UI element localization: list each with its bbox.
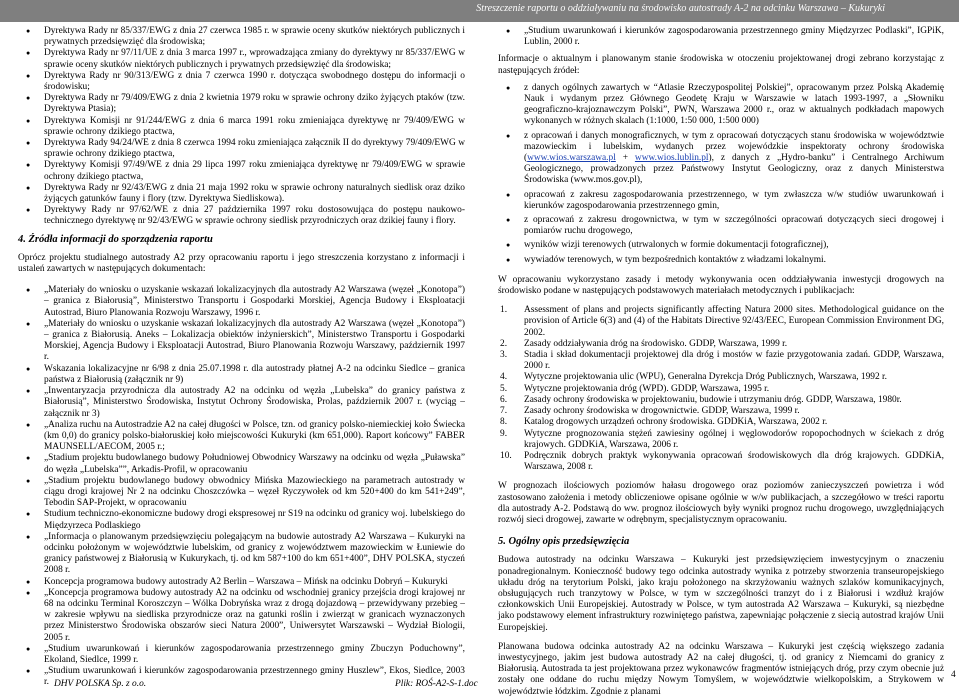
footer-company: DHV POLSKA Sp. z o.o. — [54, 679, 147, 689]
list-item: ● Dyrektywa Komisji nr 91/244/EWG z dnia 6 marca 1991 roku zmieniająca dyrektywę nr 79/409/EWG w sprawie ochrony dzikiego ptactwa, — [18, 116, 465, 138]
list-item: ● Koncepcja programowa budowy autostrady A2 Berlin – Warszawa – Mińsk na odcinku Dobryń – Kukuryki — [18, 577, 465, 588]
left-column — [18, 26, 465, 689]
list-item: ● Dyrektywa Rady 94/24/WE z dnia 8 czerwca 1994 roku zmieniająca załącznik II do dyrektywy 79/409/EWG w sprawie ochrony dzikiego ptactwa, — [18, 138, 465, 160]
list-item: 4. Wytyczne projektowania ulic (WPU), Generalna Dyrekcja Dróg Publicznych, Warszawa, 1992 r. — [500, 372, 887, 383]
section-5-paragraph-2: Planowana budowa odcinka autostrady A2 na odcinku Warszawa – Kukuryki jest częścią większego zadania inwestycyjnego, jakim jest budowa autostrady A2 na całej długości, tj. od granicy z Niemcami do granicy z Białorusią. Autostrada ta jest projektowana przez wykonawców fragmentów istniejących dróg, przy czym obecnie już zostały one oddane do ruchu między Nowym Tomyślem, w województwie wielkopolskim, a Strykowem w województwie łódzkim. Zgodnie z planami — [498, 641, 944, 697]
list-item: ● „Stadium projektu budowlanego budowy Południowej Obwodnicy Warszawy na odcinku od węzła „Puławska” do węzła „Lubelska””, Arkadis-Profil, w opracowaniu — [18, 453, 465, 475]
list-item: ● „Koncepcja programowa budowy autostrady A2 na odcinku od wschodniej granicy przejścia drogi krajowej nr 68 na odcinku Terminal Koroszczyn – Wólka Dobryńska wraz z drogą dojazdową – przewidywany przebieg – w zakresie wpływu na siedliska przyrodnicze oraz na gatunki roślin i zwierząt w granicach wyznaczonych przez Ministerstwo Środowiska obszarów sieci Natura 2000”, Uniwersytet Warszawski – Wydział Biologii, 2005 r. — [18, 588, 465, 644]
directives-list — [18, 26, 465, 228]
header-title: Streszczenie raportu o oddziaływaniu na środowisko autostrady A-2 na odcinku Warszawa – Kukuryki — [476, 3, 885, 14]
list-item: ● „Studium uwarunkowań i kierunków zagospodarowania przestrzennego gminy Zbuczyn Poduchowny”, Ekoland, Siedlce, 1999 r. — [18, 644, 465, 666]
list-item: ● z opracowań z zakresu drogownictwa, w tym w szczególności opracowań dotyczących sieci drogowej i pomiarów ruchu drogowego, — [498, 215, 944, 237]
list-item: 7. Zasady ochrony środowiska w drogownictwie. GDDP, Warszawa, 1999 r. — [500, 406, 800, 417]
source-text: ), z danych z „Hydro-banku” i Centralnego Archiwum Geologicznego, prowadzonych przez Państwowy Instytut Geologiczny, oraz z danych Ministerstwa Środowiska (www.mos.gov.pl), — [524, 153, 944, 186]
section-4-heading: 4. Źródła informacji do sporządzenia raportu — [18, 233, 213, 245]
forecast-paragraph: W prognozach ilościowych poziomów hałasu drogowego oraz poziomów zanieczyszczeń powietrza i wód zastosowano założenia i metody obliczeniowe opisane ogólnie w w/w publikacjach, a szczegółowo w treści raportu dla autostrady A-2. Podstawą do ww. prognoz ilościowych były wyniki prognoz ruchu drogowego, uwzględniających rozwój sieci drogowej, zawarte w odrębnym, specjalistycznym opracowaniu. — [498, 481, 944, 525]
list-item: ● „Studium uwarunkowań i kierunków zagospodarowania przestrzennego gminy Huszlew”, Ekos, Siedlce, 2003 r. — [18, 666, 465, 688]
list-item: 2. Zasady oddziaływania dróg na środowisko. GDDP, Warszawa, 1999 r. — [500, 338, 788, 349]
list-item: ● Dyrektywa Rady nr 79/409/EWG z dnia 2 kwietnia 1979 roku w sprawie ochrony dziko żyjących ptaków (tzw. Dyrektywa Ptasia); — [18, 93, 465, 115]
section-5-paragraph-1: Budowa autostrady na odcinku Warszawa – Kukuryki jest przedsięwzięciem inwestycyjnym o znaczeniu ponadregionalnym. Konieczność budowy tego odcinka autostrady wynika z potrzeby stworzenia transeuropejskiego układu dróg na terytorium Polski, jako kraju położonego na skrzyżowaniu ważnych szlaków komunikacyjnych, obsługujących ruch tranzytowy w Polsce, w tym w szczególności tranzyt do i z Białorusi i wzdłuż krajów członkowskich Unii Europejskiej. Autostrady w Polsce, w tym autostrada A2 Warszawa – Kukuryki, są niezbędne jako podstawowy element infrastruktury rozwiniętego państwa, zapewniając połączenie z siecią autostrad krajów Unii Europejskiej. — [498, 555, 944, 633]
list-item: ● „Materiały do wniosku o uzyskanie wskazań lokalizacyjnych dla autostrady A2 Warszawa (węzeł „Konotopa”) – granica z Białorusią. Aneks – Lokalizacja obiektów inżynierskich”, Ministerstwo Transportu i Gospodarki Morskiej, Agencja Budowy i Eksploatacji Autostrad, Biuro Planowania Rozwoju Warszawy, październik 1997 r. — [18, 319, 465, 364]
list-item — [498, 131, 944, 187]
methods-list — [498, 305, 944, 473]
wios-warszawa-link[interactable]: www.wios.warszawa.pl — [527, 153, 616, 164]
list-item: 1. Assessment of plans and projects significantly affecting Natura 2000 sites. Methodological guidance on the provision of Article 6(3) and (4) of the Habitats Directive 92/43/EEC, European Commission Environment DG, 2002. — [500, 305, 944, 338]
sources-documents-list — [18, 285, 465, 688]
list-item: ● Dyrektywa Rady nr 97/11/UE z dnia 3 marca 1997 r., wprowadzająca zmiany do dyrektywy nr 85/337/EWG w sprawie oceny skutków niektórych publicznych i prywatnych przedsięwzięć dla środowiska; — [18, 48, 465, 70]
list-item: 8. Katalog drogowych urządzeń ochrony środowiska. GDDKiA, Warszawa, 2002 r. — [500, 417, 828, 428]
list-item: ● Dyrektywa Rady nr 90/313/EWG z dnia 7 czerwca 1990 r. dotycząca swobodnego dostępu do informacji o środowisku; — [18, 71, 465, 93]
source-text: z opracowań i danych monograficznych, w tym z opracowań dotyczących stanu środowiska w województwie mazowieckim i lubelskim, wydanych przez wojewódzkie inspektoraty ochrony środowiska ( — [524, 130, 944, 164]
info-sources-list — [498, 83, 944, 266]
list-item: ● z danych ogólnych zawartych w “Atlasie Rzeczypospolitej Polskiej”, opracowanym przez Polską Akademię Nauk i wydanym przez Głównego Geodetę Kraju w Warszawie w latach 1993-1997, a „Słowniku geograficzno-krajoznawczym Polski”, PWN, Warszawa 2000 r., oraz w aktualnych podkładach mapowych wykonanych w różnych skalach (1:1000, 1:50 000, 1:500 000) — [498, 83, 944, 128]
list-item: ● „Materiały do wniosku o uzyskanie wskazań lokalizacyjnych dla autostrady A2 Warszawa (węzeł „Konotopa”) – granica z Białorusią”, Ministerstwo Transportu i Gospodarki Morskiej, Agencja Budowy i Eksploatacji Autostrad, Biuro Planowania Rozwoju Warszawy, 1996 r. — [18, 285, 465, 319]
list-item: 3. Stadia i skład dokumentacji projektowej dla dróg i mostów w fazie przygotowania zadań. GDDP, Warszawa, 2000 r. — [500, 350, 944, 372]
page-header-bar — [0, 0, 959, 22]
list-item: ● „Stadium projektu budowlanego budowy obwodnicy Mińska Mazowieckiego na parametrach autostrady w ciągu drogi krajowej Nr 2 na odcinku Choszczówka – węzeł Ryczywołek od km 520+400 do km 541+249”, Tebodin SAP-Projekt, w opracowaniu — [18, 476, 465, 510]
methods-intro: W opracowaniu wykorzystano zasady i metody wykonywania ocen oddziaływania inwestycji drogowych na środowisko podane w następujących podstawowych materiałach metodycznych i publikacjach: — [498, 274, 944, 297]
footer-filename: Plik: ROŚ-A2-S-1.doc — [395, 679, 478, 689]
list-item: ● Dyrektywy Rady nr 97/62/WE z dnia 27 października 1997 roku dostosowująca do postępu naukowo-technicznego dyrektywę nr 92/43/EWG w sprawie ochrony siedlisk przyrodniczych oraz dzikiej fauny i flory. — [18, 205, 465, 227]
info-sources-intro: Informacje o aktualnym i planowanym stanie środowiska w otoczeniu projektowanej drogi zebrano korzystając z następujących źródeł: — [498, 54, 944, 76]
list-item: ● „Informacja o planowanym przedsięwzięciu polegającym na budowie autostrady A2 Warszawa – Kukuryki na odcinku położonym w województwie lubelskim, od granicy z województwem mazowieckim w Łuniewie do granicy państwowej z Białorusią w Kukurykach, tj. od km 587+100 do km 651+400”, DHV POLSKA, styczeń 2008 r. — [18, 532, 465, 577]
page-number: 4 — [951, 670, 956, 680]
list-item: ● wywiadów terenowych, w tym bezpośrednich kontaktów z władzami lokalnymi. — [498, 255, 944, 266]
section-4-intro: Oprócz projektu studialnego autostrady A2 przy opracowaniu raportu i jego streszczenia korzystano z informacji i ustaleń zawartych w następujących dokumentach: — [18, 252, 465, 275]
list-item: ● Dyrektywa Rady nr 92/43/EWG z dnia 21 maja 1992 roku w sprawie ochrony naturalnych siedlisk oraz dziko żyjących gatunków fauny i flory (tzw. Dyrektywa Siedliskowa). — [18, 183, 465, 205]
list-item: ● Studium techniczno-ekonomiczne budowy drogi ekspresowej nr S19 na odcinku od granicy woj. lubelskiego do Międzyrzeca Podlaskiego — [18, 509, 465, 531]
source-text: + — [615, 153, 635, 164]
list-item: ● „Analiza ruchu na Autostradzie A2 na całej długości w Polsce, tzn. od granicy polsko-niemieckiej koło Świecka (km 0,0) do granicy polsko-białoruskiej koło miejscowości Kukuryki (km 651,000). Raport końcowy” FABER MAUNSELL/AECOM, 2005 r.; — [18, 420, 465, 454]
list-item: 9. Wytyczne prognozowania stężeń zawiesiny ogólnej i węglowodorów ropopochodnych w ściekach z dróg krajowych. GDDKiA, Warszawa, 2006 r. — [500, 428, 944, 450]
list-item: ● „Inwentaryzacja przyrodnicza dla autostrady A2 na odcinku od węzła „Lubelska” do granicy państwa z Białorusią”, Ministerstwo Środowiska, Instytut Ochrony Środowiska, Prolas, październik 2007 r. (wyciąg – załącznik nr 3) — [18, 386, 465, 420]
list-item: 5. Wytyczne projektowania dróg (WPD). GDDP, Warszawa, 1995 r. — [500, 383, 770, 394]
list-item: ● wyników wizji terenowych (utrwalonych w formie dokumentacji fotograficznej), — [498, 240, 944, 251]
list-item: ● Dyrektywy Komisji 97/49/WE z dnia 29 lipca 1997 roku zmieniająca dyrektywę nr 79/409/EWG w sprawie ochrony dzikiego ptactwa, — [18, 160, 465, 182]
top-list — [498, 26, 944, 48]
list-item: 10. Podręcznik dobrych praktyk wykonywania opracowań środowiskowych dla dróg krajowych. GDDKiA, Warszawa, 2008 r. — [500, 450, 944, 473]
list-item: 6. Zasady ochrony środowiska w projektowaniu, budowie i utrzymaniu dróg. GDDP, Warszawa, 1980r. — [500, 394, 902, 405]
list-item: ● opracowań z zakresu zagospodarowania przestrzennego, w tym zwłaszcza w/w studiów uwarunkowań i kierunków zagospodarowania przestrzennego gmin, — [498, 190, 944, 212]
list-item: ● Dyrektywa Rady nr 85/337/EWG z dnia 27 czerwca 1985 r. w sprawie oceny skutków niektórych publicznych i prywatnych przedsięwzięć dla środowiska; — [18, 26, 465, 48]
list-item: ● „Studium uwarunkowań i kierunków zagospodarowania przestrzennego gminy Międzyrzec Podlaski”, IGPiK, Lublin, 2000 r. — [498, 26, 944, 48]
right-column — [498, 26, 944, 698]
section-5-heading: 5. Ogólny opis przedsięwzięcia — [498, 536, 630, 548]
list-item: ● Wskazania lokalizacyjne nr 6/98 z dnia 25.07.1998 r. dla autostrady płatnej A-2 na odcinku Siedlce – granica państwa z Białorusią (załącznik nr 9) — [18, 364, 465, 386]
wios-lublin-link[interactable]: www.wios.lublin.pl — [634, 153, 709, 164]
